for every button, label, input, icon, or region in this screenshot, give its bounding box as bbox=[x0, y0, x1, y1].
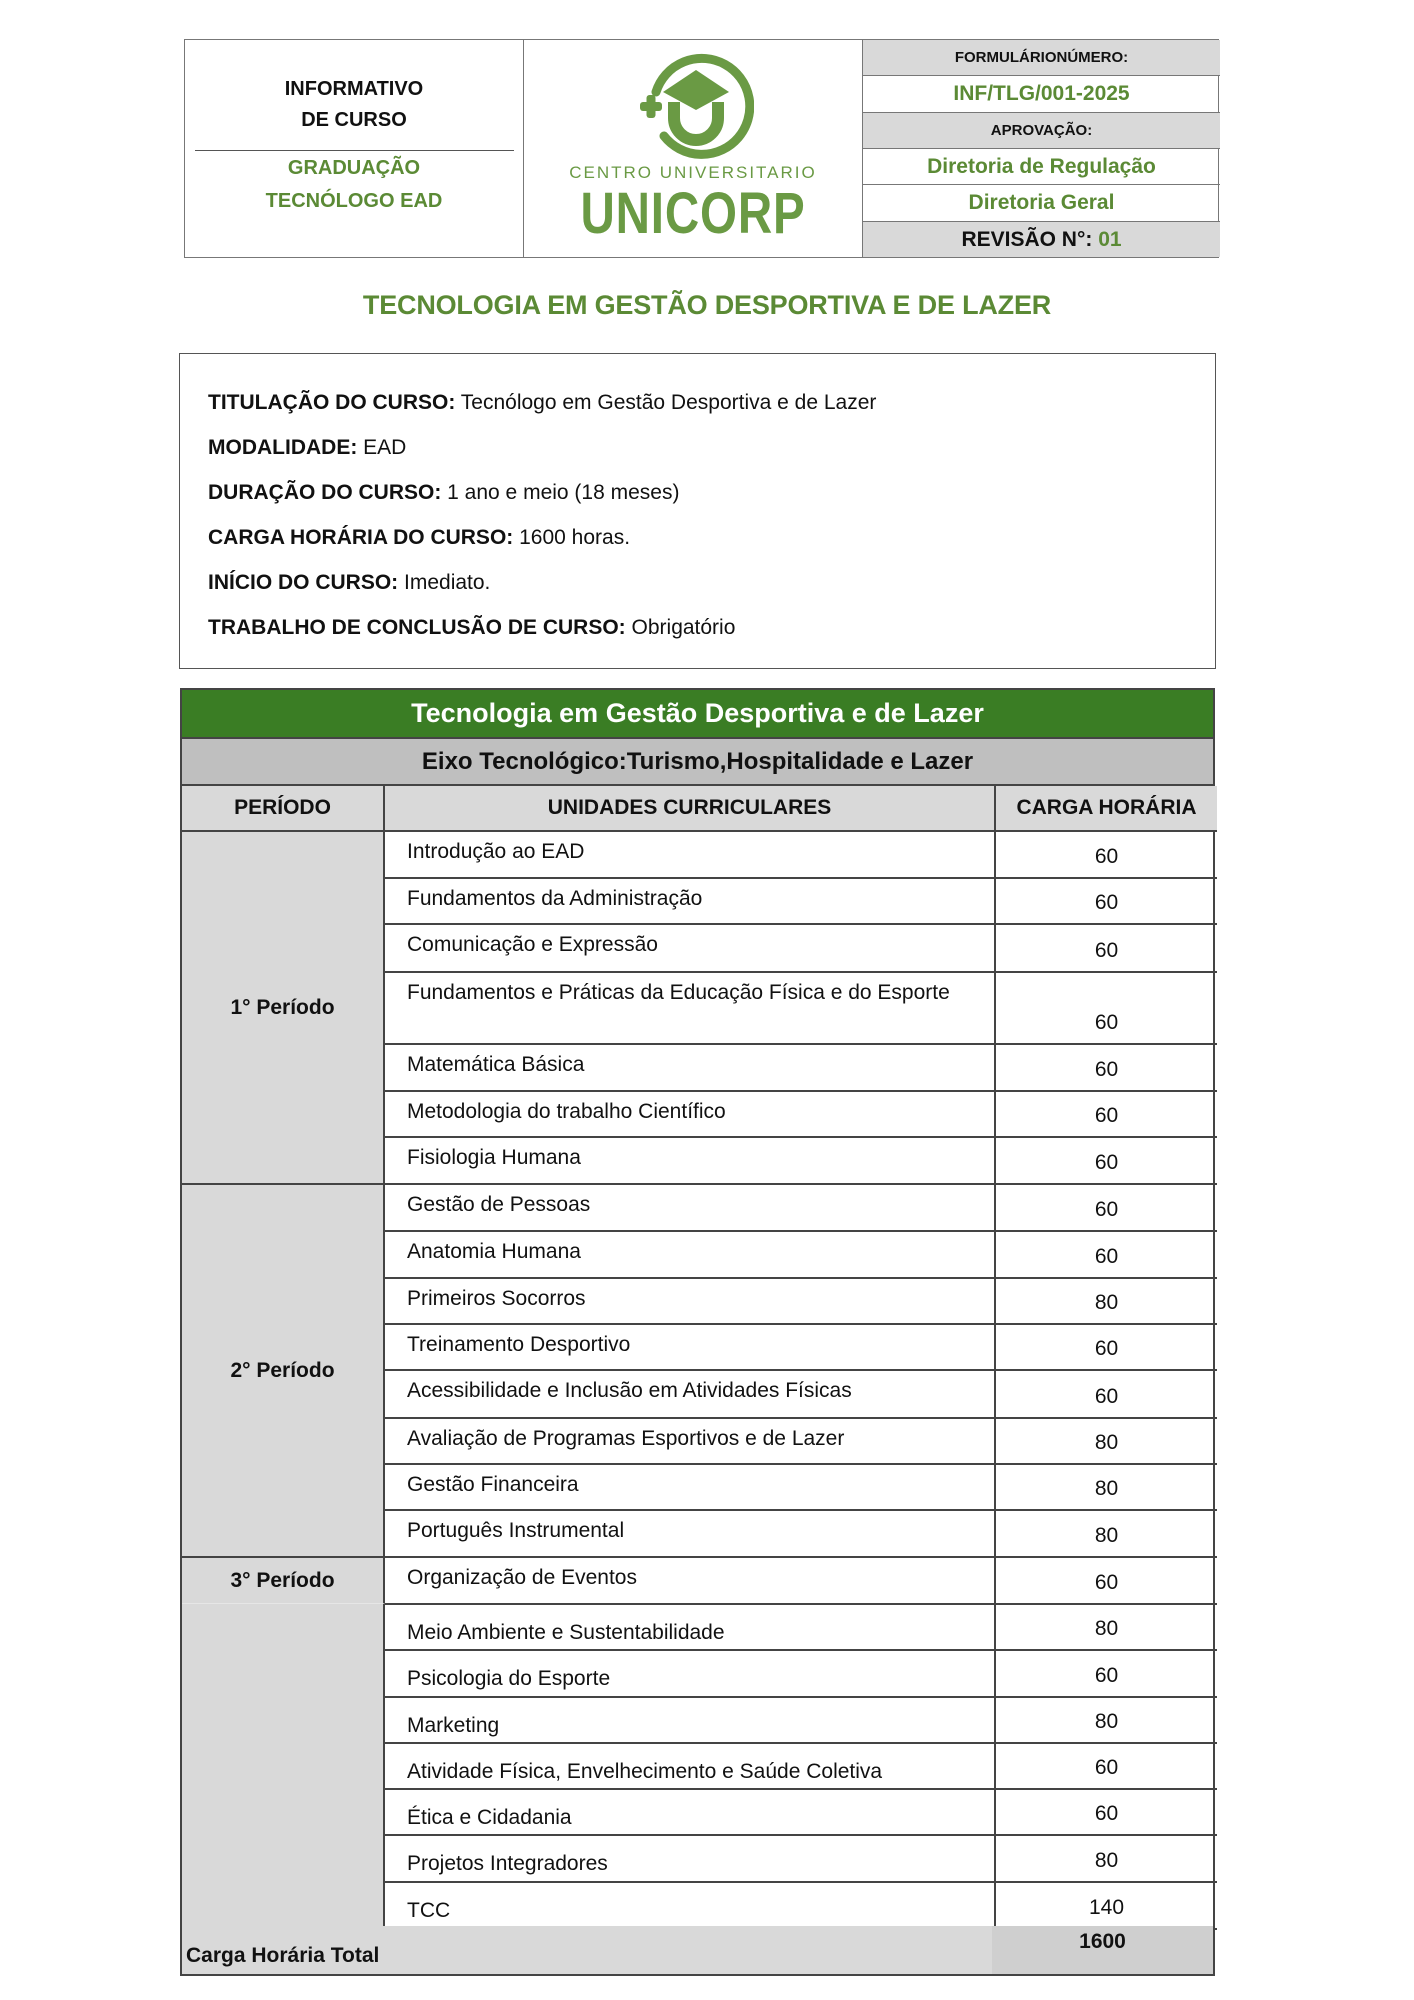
course-level bbox=[185, 152, 523, 218]
info-modalidade bbox=[208, 425, 1187, 470]
unit-hours: 60 bbox=[1094, 1664, 1119, 1687]
unit-name: Projetos Integradores bbox=[385, 1836, 996, 1881]
table-title: Tecnologia em Gestão Desportiva e de Lazer bbox=[182, 690, 1213, 739]
info-value: 1600 horas. bbox=[519, 526, 631, 549]
doc-type bbox=[185, 74, 523, 136]
unit-name: Anatomia Humana bbox=[385, 1232, 996, 1277]
unit-name: Psicologia do Esporte bbox=[385, 1651, 996, 1696]
unit-name: Organização de Eventos bbox=[385, 1558, 996, 1603]
table-row bbox=[385, 832, 1217, 879]
unit-hours: 80 bbox=[1094, 1291, 1119, 1314]
info-value: EAD bbox=[363, 436, 407, 459]
unit-hours: 60 bbox=[1094, 891, 1119, 914]
table-row bbox=[385, 1511, 1217, 1558]
unit-hours: 60 bbox=[1094, 845, 1119, 868]
unit-name: Comunicação e Expressão bbox=[385, 925, 996, 971]
col-header-periodo: PERÍODO bbox=[182, 786, 385, 832]
table-row bbox=[385, 1092, 1217, 1138]
unit-name: Fundamentos da Administração bbox=[385, 879, 996, 923]
course-info-box bbox=[179, 353, 1216, 669]
course-level-line2: TECNÓLOGO EAD bbox=[265, 190, 443, 212]
col-header-carga: CARGA HORÁRIA bbox=[996, 786, 1217, 832]
table-row bbox=[385, 1185, 1217, 1232]
table-row bbox=[385, 1744, 1217, 1790]
unit-hours: 60 bbox=[1094, 1151, 1119, 1174]
info-inicio bbox=[208, 560, 1187, 605]
divider bbox=[195, 150, 514, 151]
unit-hours: 80 bbox=[1094, 1849, 1119, 1872]
info-label: MODALIDADE: bbox=[208, 436, 358, 459]
unit-hours: 80 bbox=[1094, 1431, 1119, 1454]
table-row bbox=[385, 879, 1217, 925]
total-label: Carga Horária Total bbox=[182, 1926, 996, 1974]
unit-hours: 80 bbox=[1094, 1477, 1119, 1500]
info-titulacao bbox=[208, 380, 1187, 425]
logo-subtitle: CENTRO UNIVERSITARIO bbox=[569, 163, 817, 182]
table-row bbox=[385, 973, 1217, 1045]
course-level-line1: GRADUAÇÃO bbox=[287, 157, 421, 179]
unit-name: Marketing bbox=[385, 1698, 996, 1742]
info-duracao bbox=[208, 470, 1187, 515]
table-row bbox=[385, 1138, 1217, 1185]
unit-hours: 60 bbox=[1094, 1104, 1119, 1127]
table-row bbox=[385, 1883, 1217, 1930]
unit-name: Treinamento Desportivo bbox=[385, 1325, 996, 1369]
unit-name: Metodologia do trabalho Científico bbox=[385, 1092, 996, 1136]
unit-hours: 80 bbox=[1094, 1710, 1119, 1733]
unit-name: Primeiros Socorros bbox=[385, 1279, 996, 1323]
table-row bbox=[385, 925, 1217, 973]
header-left-cell bbox=[185, 40, 524, 257]
period-3: 3° Período bbox=[182, 1558, 385, 1604]
logo-name: UNICORP bbox=[580, 181, 806, 246]
unit-name: Atividade Física, Envelhecimento e Saúde Coletiva bbox=[385, 1744, 996, 1788]
unit-name: Gestão de Pessoas bbox=[385, 1185, 996, 1230]
unit-hours: 140 bbox=[1088, 1896, 1125, 1919]
form-number-label: FORMULÁRIONÚMERO: bbox=[863, 40, 1220, 76]
curriculum-table bbox=[180, 688, 1215, 1976]
header-logo-cell bbox=[524, 40, 863, 257]
info-carga-horaria bbox=[208, 515, 1187, 560]
form-number: INF/TLG/001-2025 bbox=[863, 76, 1220, 113]
unit-hours: 60 bbox=[1094, 1802, 1119, 1825]
table-row bbox=[385, 1419, 1217, 1465]
col-header-unidades: UNIDADES CURRICULARES bbox=[385, 786, 996, 832]
table-row bbox=[385, 1651, 1217, 1698]
approval-label: APROVAÇÃO: bbox=[863, 113, 1220, 149]
unit-hours: 60 bbox=[1094, 1198, 1119, 1221]
unit-hours: 60 bbox=[1094, 939, 1119, 962]
doc-type-line2: DE CURSO bbox=[301, 109, 407, 131]
unit-name: Meio Ambiente e Sustentabilidade bbox=[385, 1605, 996, 1649]
approval-geral: Diretoria Geral bbox=[863, 185, 1220, 222]
unit-name: Ética e Cidadania bbox=[385, 1790, 996, 1834]
table-row bbox=[385, 1325, 1217, 1371]
unit-hours: 60 bbox=[1094, 1571, 1119, 1594]
table-row bbox=[385, 1045, 1217, 1092]
page-title: TECNOLOGIA EM GESTÃO DESPORTIVA E DE LAZER bbox=[362, 290, 1052, 320]
unit-name: Português Instrumental bbox=[385, 1511, 996, 1556]
info-value: 1 ano e meio (18 meses) bbox=[447, 481, 680, 504]
info-label: TITULAÇÃO DO CURSO: bbox=[208, 391, 456, 414]
period-2: 2° Período bbox=[182, 1185, 385, 1558]
revision bbox=[863, 222, 1220, 257]
unit-hours: 60 bbox=[1094, 1245, 1119, 1268]
doc-type-line1: INFORMATIVO bbox=[284, 78, 424, 100]
unit-name: Avaliação de Programas Esportivos e de Lazer bbox=[385, 1419, 996, 1463]
unit-hours: 60 bbox=[1094, 1385, 1119, 1408]
info-label: DURAÇÃO DO CURSO: bbox=[208, 481, 442, 504]
unit-hours: 60 bbox=[1094, 1011, 1119, 1034]
unit-name: Acessibilidade e Inclusão em Atividades Físicas bbox=[385, 1371, 996, 1417]
period-3-continued bbox=[182, 1604, 385, 1930]
table-row bbox=[385, 1790, 1217, 1836]
unit-name: Fundamentos e Práticas da Educação Física e do Esporte bbox=[385, 973, 996, 1043]
table-row bbox=[385, 1279, 1217, 1325]
period-1: 1° Período bbox=[182, 832, 385, 1185]
table-row bbox=[385, 1836, 1217, 1883]
unit-name: Gestão Financeira bbox=[385, 1465, 996, 1509]
table-row bbox=[385, 1558, 1217, 1605]
info-tcc bbox=[208, 605, 1187, 650]
table-row bbox=[385, 1232, 1217, 1279]
info-value: Imediato. bbox=[404, 571, 491, 594]
revision-value: 01 bbox=[1098, 227, 1122, 251]
unit-name: Introdução ao EAD bbox=[385, 832, 996, 877]
total-value: 1600 bbox=[992, 1926, 1213, 1974]
unit-name: Matemática Básica bbox=[385, 1045, 996, 1090]
info-label: TRABALHO DE CONCLUSÃO DE CURSO: bbox=[208, 616, 626, 639]
approval-regulacao: Diretoria de Regulação bbox=[863, 149, 1220, 185]
unicorp-logo-icon bbox=[634, 52, 754, 162]
unit-hours: 60 bbox=[1094, 1058, 1119, 1081]
info-value: Obrigatório bbox=[631, 616, 736, 639]
info-value: Tecnólogo em Gestão Desportiva e de Lazer bbox=[460, 391, 877, 414]
table-eixo: Eixo Tecnológico:Turismo,Hospitalidade e Lazer bbox=[182, 739, 1213, 786]
unit-name: Fisiologia Humana bbox=[385, 1138, 996, 1183]
table-row bbox=[385, 1698, 1217, 1744]
unit-hours: 60 bbox=[1094, 1756, 1119, 1779]
unit-hours: 80 bbox=[1094, 1524, 1119, 1547]
unit-hours: 80 bbox=[1094, 1617, 1119, 1640]
header-right-cell bbox=[863, 40, 1220, 257]
info-label: CARGA HORÁRIA DO CURSO: bbox=[208, 526, 514, 549]
unit-name: TCC bbox=[385, 1883, 996, 1928]
info-label: INÍCIO DO CURSO: bbox=[208, 571, 399, 594]
unit-hours: 60 bbox=[1094, 1337, 1119, 1360]
document-header bbox=[184, 39, 1219, 258]
table-row bbox=[385, 1465, 1217, 1511]
table-row bbox=[385, 1371, 1217, 1419]
table-row bbox=[385, 1605, 1217, 1651]
revision-label: REVISÃO N°: bbox=[961, 227, 1093, 251]
